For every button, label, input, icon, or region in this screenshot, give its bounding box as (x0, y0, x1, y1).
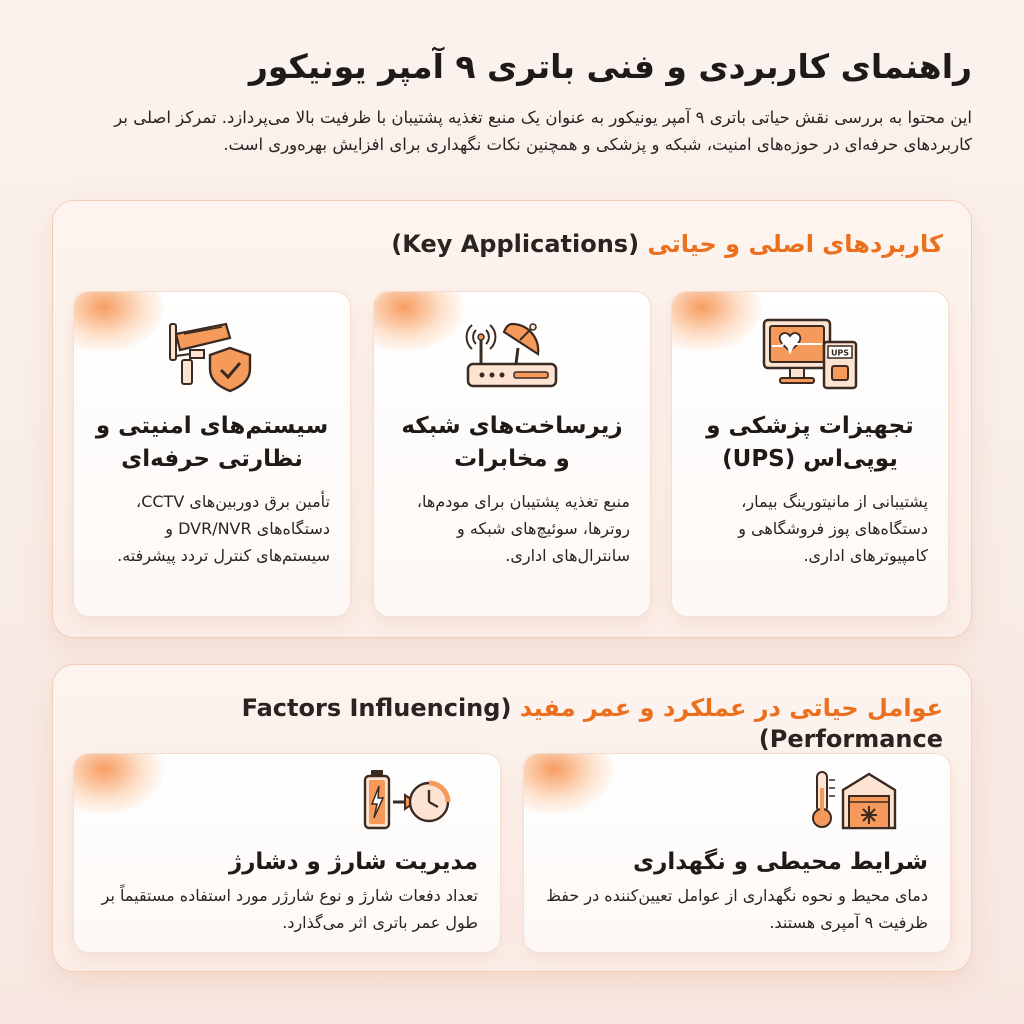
intro-paragraph: این محتوا به بررسی نقش حیاتی باتری ۹ آمپر یونیکور به عنوان یک منبع تغذیه پشتیبان با ظرفیت بالا می‌پردازد. تمرکز اصلی بر کاربردهای حرفه‌ای در حوزه‌های امنیت، شبکه و پزشکی و همچنین نکات نگهداری برای افزایش بهره‌وری است. (114, 108, 972, 155)
thermometer-storage-icon (811, 768, 901, 836)
card-title: سیستم‌های امنیتی و نظارتی حرفه‌ای (95, 413, 329, 473)
card-title: تجهیزات پزشکی و یوپی‌اس (UPS) (706, 413, 914, 473)
factors-heading (81, 693, 943, 755)
card-text: تعداد دفعات شارژ و نوع شارژر مورد استفاده مستقیماً بر طول عمر باتری اثر می‌گذارد. (101, 886, 478, 933)
card-title: زیرساخت‌های شبکه و مخابرات (401, 413, 623, 473)
router-satellite-icon (462, 314, 562, 398)
medical-monitor-ups-icon (760, 314, 860, 398)
ups-label: UPS (830, 348, 850, 358)
factor-card-charging (73, 753, 501, 953)
application-card-security (73, 291, 351, 617)
card-text: پشتیبانی از مانیتورینگ بیمار، دستگاه‌های پوز فروشگاهی و کامپیوترهای اداری. (738, 492, 928, 566)
card-title: مدیریت شارژ و دشارژ (228, 849, 478, 875)
factors-heading-fa: عوامل حیاتی در عملکرد و عمر مفید (519, 694, 943, 722)
applications-section (52, 200, 972, 638)
applications-heading-en: (Key Applications) (391, 230, 640, 258)
cctv-shield-icon (162, 314, 262, 398)
card-text: دمای محیط و نحوه نگهداری از عوامل تعیین‌کننده در حفظ ظرفیت ۹ آمپری هستند. (546, 886, 928, 933)
applications-heading-fa: کاربردهای اصلی و حیاتی (647, 230, 943, 258)
applications-heading (81, 229, 943, 260)
page-title: راهنمای کاربردی و فنی باتری ۹ آمپر یونیکور (248, 47, 972, 86)
battery-clock-icon (361, 768, 451, 836)
factor-card-environment (523, 753, 951, 953)
card-text: تأمین برق دوربین‌های CCTV، دستگاه‌های DVR/NVR و سیستم‌های کنترل تردد پیشرفته. (117, 492, 330, 566)
factors-section (52, 664, 972, 972)
card-text: منبع تغذیه پشتیبان برای مودم‌ها، روترها، سوئیچ‌های شبکه و سانترال‌های اداری. (416, 492, 630, 566)
application-card-network (373, 291, 651, 617)
factors-heading-en: (Factors Influencing Performance) (241, 694, 943, 754)
card-title: شرایط محیطی و نگهداری (633, 849, 928, 875)
application-card-medical-ups (671, 291, 949, 617)
